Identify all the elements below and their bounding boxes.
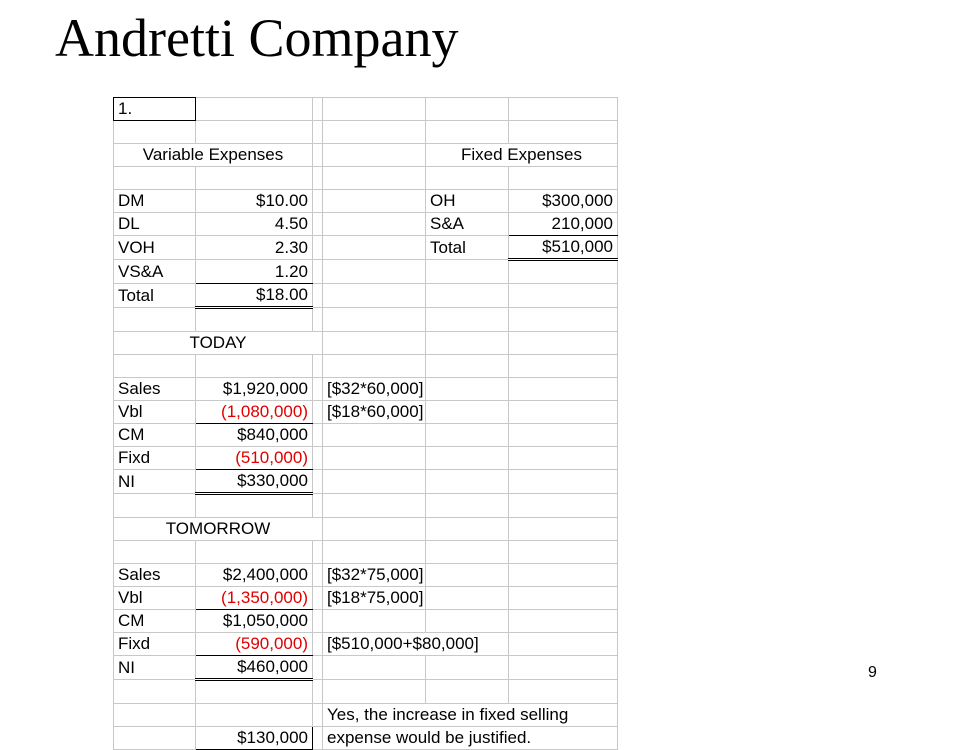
tomorrow-label: Vbl: [114, 587, 196, 610]
spreadsheet: [113, 97, 618, 750]
slide-title: Andretti Company: [55, 8, 459, 68]
today-label: Fixd: [114, 447, 196, 470]
today-label: NI: [114, 470, 196, 494]
fixed-value: 210,000: [509, 213, 618, 236]
today-note: [$18*60,000]: [323, 401, 426, 424]
sheet-row: [114, 98, 618, 121]
today-value: $840,000: [196, 424, 313, 447]
sheet-row: [114, 424, 618, 447]
tomorrow-value: (590,000): [196, 633, 313, 656]
sheet-row: [114, 656, 618, 680]
sheet-row: [114, 470, 618, 494]
tomorrow-label: Fixd: [114, 633, 196, 656]
fixed-label: S&A: [426, 213, 509, 236]
variable-value: 4.50: [196, 213, 313, 236]
tomorrow-label: Sales: [114, 564, 196, 587]
tomorrow-note: [$510,000+$80,000]: [323, 633, 509, 656]
variable-label: Total: [114, 284, 196, 308]
sheet-row: [114, 727, 618, 750]
variable-value: 1.20: [196, 260, 313, 284]
today-value: (510,000): [196, 447, 313, 470]
variable-total-value: $18.00: [196, 284, 313, 308]
fixed-label: Total: [426, 236, 509, 260]
sheet-row: [114, 236, 618, 260]
today-note: [$32*60,000]: [323, 378, 426, 401]
variable-label: VS&A: [114, 260, 196, 284]
sheet-row: [114, 401, 618, 424]
sheet-row: [114, 587, 618, 610]
sheet-row: [114, 564, 618, 587]
ni-difference-value: $130,000: [196, 727, 313, 750]
sheet-row: [114, 284, 618, 308]
today-label: Vbl: [114, 401, 196, 424]
sheet-row: [114, 378, 618, 401]
sheet-row: [114, 144, 618, 167]
slide-number: 9: [868, 664, 877, 681]
tomorrow-value: $1,050,000: [196, 610, 313, 633]
question-number: 1.: [114, 98, 196, 121]
variable-label: VOH: [114, 236, 196, 260]
variable-label: DL: [114, 213, 196, 236]
tomorrow-value: $2,400,000: [196, 564, 313, 587]
tomorrow-ni-value: $460,000: [196, 656, 313, 680]
variable-expenses-header: Variable Expenses: [114, 144, 313, 167]
variable-value: 2.30: [196, 236, 313, 260]
today-label: CM: [114, 424, 196, 447]
tomorrow-label: NI: [114, 656, 196, 680]
tomorrow-label: CM: [114, 610, 196, 633]
tomorrow-note: [$18*75,000]: [323, 587, 426, 610]
sheet-row: [114, 260, 618, 284]
conclusion-line-1: Yes, the increase in fixed selling: [323, 704, 618, 727]
fixed-total-value: $510,000: [509, 236, 618, 260]
today-value: $1,920,000: [196, 378, 313, 401]
today-label: Sales: [114, 378, 196, 401]
tomorrow-note: [$32*75,000]: [323, 564, 426, 587]
fixed-label: OH: [426, 190, 509, 213]
sheet-row: [114, 518, 618, 541]
sheet-row: [114, 190, 618, 213]
tomorrow-header: TOMORROW: [114, 518, 323, 541]
sheet-row: [114, 704, 618, 727]
sheet-row: [114, 332, 618, 355]
variable-label: DM: [114, 190, 196, 213]
tomorrow-value: (1,350,000): [196, 587, 313, 610]
fixed-expenses-header: Fixed Expenses: [426, 144, 618, 167]
sheet-row: [114, 633, 618, 656]
sheet-row: [114, 213, 618, 236]
today-value: (1,080,000): [196, 401, 313, 424]
conclusion-line-2: expense would be justified.: [323, 727, 618, 750]
sheet-row: [114, 610, 618, 633]
sheet-row: [114, 447, 618, 470]
variable-value: $10.00: [196, 190, 313, 213]
today-header: TODAY: [114, 332, 323, 355]
today-ni-value: $330,000: [196, 470, 313, 494]
fixed-value: $300,000: [509, 190, 618, 213]
